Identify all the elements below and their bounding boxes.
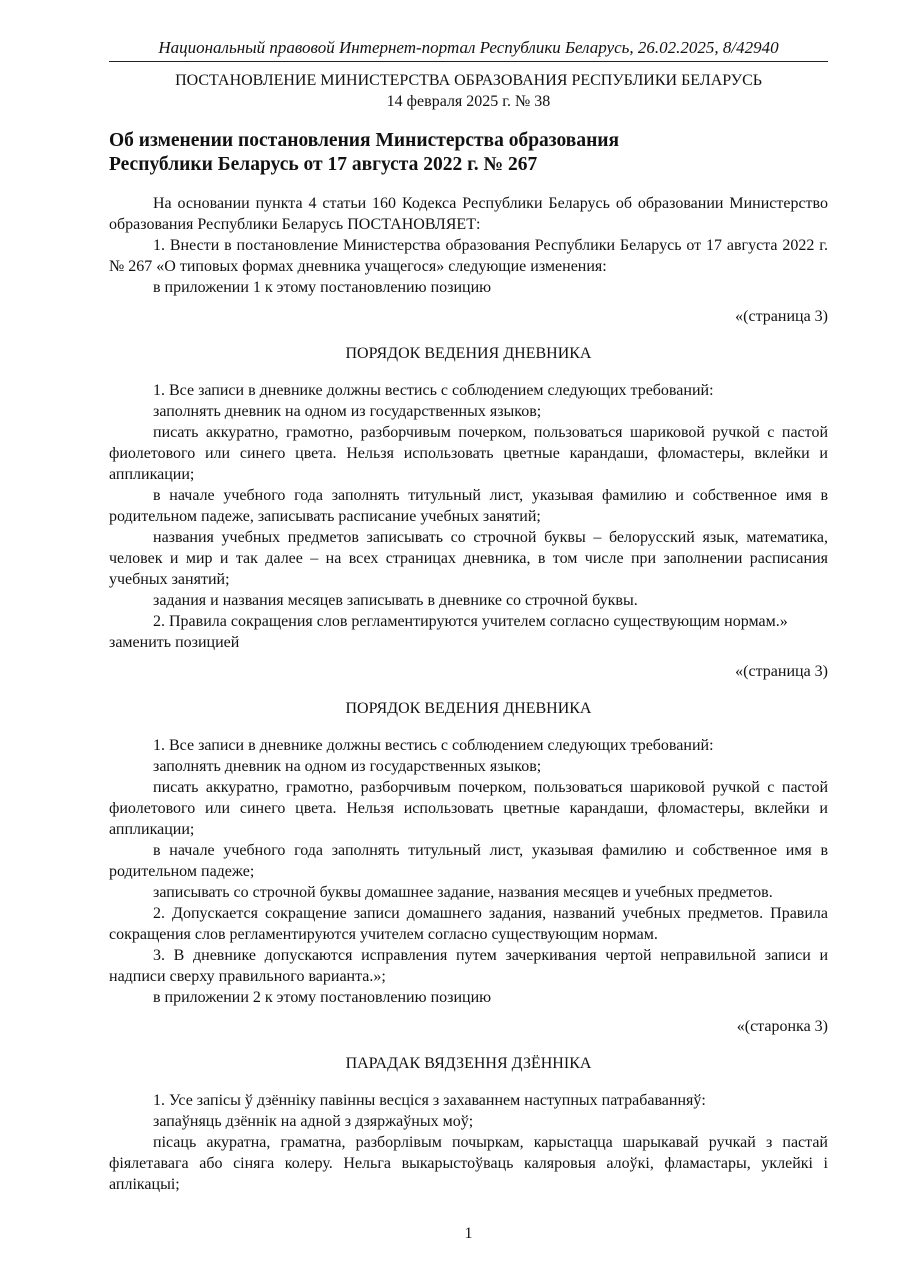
by-heading: ПАРАДАК ВЯДЗЕННЯ ДЗЁННІКА (345, 1055, 592, 1072)
old-page-ref: «(страница 3) (735, 308, 828, 325)
new-page-ref: «(страница 3) (735, 663, 828, 680)
by-page-ref: «(старонка 3) (736, 1018, 828, 1035)
by-paragraph: 1. Усе запісы ў дзённіку павінны весціся з захаваннем наступных патрабаванняў: (153, 1092, 706, 1109)
item-1: 1. Внести в постановление Министерства образования Республики Беларусь от 17 августа 2022 г. № 267 «О типовых формах дневника учащегося» следующие изменения: (109, 237, 828, 275)
appendix-1-intro: в приложении 1 к этому постановлению позицию (153, 279, 492, 296)
document-body (109, 70, 828, 1195)
page-number: 1 (464, 1225, 473, 1242)
appendix-2-intro: в приложении 2 к этому постановлению позицию (153, 989, 492, 1006)
old-paragraph: задания и названия месяцев записывать в дневнике со строчной буквы. (153, 592, 638, 609)
new-paragraph: в начале учебного года заполнять титульный лист, указывая фамилию и собственное имя в родительном падеже; (109, 842, 828, 880)
replace-text: заменить позицией (109, 634, 240, 651)
old-paragraph: заполнять дневник на одном из государственных языков; (153, 403, 542, 420)
document-title (109, 129, 828, 177)
document-title-line-1: Об изменении постановления Министерства образования (109, 130, 620, 151)
new-paragraph: заполнять дневник на одном из государственных языков; (153, 758, 542, 775)
new-paragraph: 3. В дневнике допускаются исправления путем зачеркивания чертой неправильной записи и надписи сверху правильного варианта.»; (109, 947, 828, 985)
preamble: На основании пункта 4 статьи 160 Кодекса Республики Беларусь об образовании Министерство образования Республики Беларусь ПОСТАНОВЛЯЕТ: (109, 195, 828, 233)
old-paragraph: 2. Правила сокращения слов регламентируются учителем согласно существующим нормам.» (153, 613, 788, 630)
new-paragraph: записывать со строчной буквы домашнее задание, названия месяцев и учебных предметов. (153, 884, 773, 901)
by-paragraph: запаўняць дзённік на адной з дзяржаўных моў; (153, 1113, 474, 1130)
new-paragraph: писать аккуратно, грамотно, разборчивым почерком, пользоваться шариковой ручкой с пастой фиолетового или синего цвета. Нельзя использовать цветные карандаши, фломастеры, вклейки и аппликации; (109, 779, 828, 838)
old-paragraph: писать аккуратно, грамотно, разборчивым почерком, пользоваться шариковой ручкой с пастой фиолетового или синего цвета. Нельзя использовать цветные карандаши, фломастеры, вклейки и аппликации; (109, 424, 828, 483)
by-paragraph: пісаць акуратна, граматна, разборлівым почыркам, карыстацца шарыкавай ручкай з пастай фіялетавага або сіняга колеру. Нельга выкарыстоўваць каляровыя алоўкі, фламастары, уклейкі і аплікацыі; (109, 1134, 828, 1193)
document-date: 14 февраля 2025 г. № 38 (386, 93, 551, 110)
old-paragraph: названия учебных предметов записывать со строчной буквы – белорусский язык, математика, человек и мир и так далее – на всех страницах дневника, в том числе при заполнении расписания учебных занятий; (109, 529, 828, 588)
document-type: ПОСТАНОВЛЕНИЕ МИНИСТЕРСТВА ОБРАЗОВАНИЯ РЕСПУБЛИКИ БЕЛАРУСЬ (175, 72, 762, 89)
new-paragraph: 1. Все записи в дневнике должны вестись с соблюдением следующих требований: (153, 737, 714, 754)
old-paragraph: в начале учебного года заполнять титульный лист, указывая фамилию и собственное имя в родительном падеже, записывать расписание учебных занятий; (109, 487, 828, 525)
old-heading: ПОРЯДОК ВЕДЕНИЯ ДНЕВНИКА (345, 345, 592, 362)
old-paragraph: 1. Все записи в дневнике должны вестись с соблюдением следующих требований: (153, 382, 714, 399)
new-paragraph: 2. Допускается сокращение записи домашнего задания, названий учебных предметов. Правила сокращения слов регламентируются учителем согласно существующим нормам. (109, 905, 828, 943)
portal-header: Национальный правовой Интернет-портал Республики Беларусь, 26.02.2025, 8/42940 (158, 38, 779, 57)
new-heading: ПОРЯДОК ВЕДЕНИЯ ДНЕВНИКА (345, 700, 592, 717)
document-title-line-2: Республики Беларусь от 17 августа 2022 г. № 267 (109, 154, 538, 175)
header-divider (109, 61, 828, 62)
